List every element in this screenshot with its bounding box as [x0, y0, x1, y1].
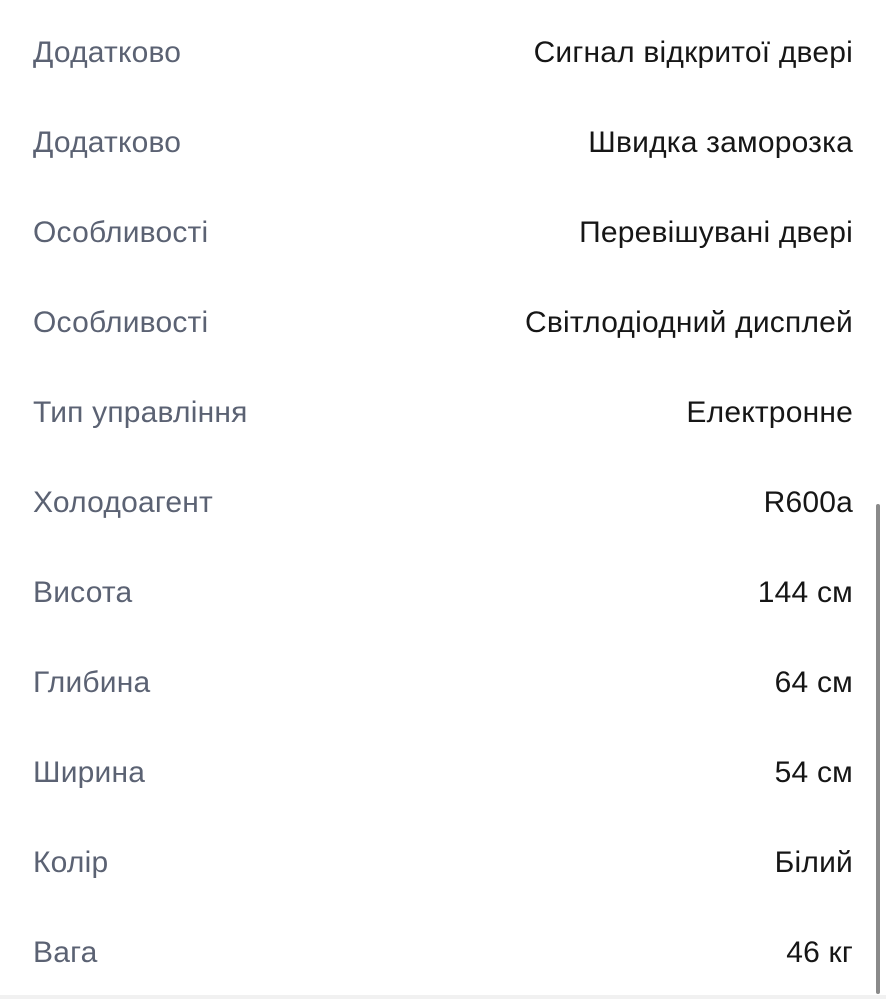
- spec-label: Особливості: [33, 216, 209, 249]
- spec-label: Вага: [33, 936, 98, 969]
- spec-value: Швидка заморозка: [588, 126, 853, 159]
- spec-row-color: [0, 818, 886, 908]
- spec-value: Перевішувані двері: [579, 216, 853, 249]
- spec-row-refrigerant: [0, 458, 886, 548]
- spec-label: Додатково: [33, 36, 182, 69]
- spec-label: Холодоагент: [33, 486, 213, 519]
- spec-value: Світлодіодний дисплей: [525, 306, 853, 339]
- spec-value: 46 кг: [786, 936, 853, 969]
- spec-value: 144 см: [757, 576, 853, 609]
- scrollbar-thumb[interactable]: [876, 504, 880, 994]
- spec-row-features-1: [0, 188, 886, 278]
- spec-value: R600a: [763, 486, 853, 519]
- spec-row-weight: [0, 908, 886, 998]
- spec-value: 64 см: [774, 666, 853, 699]
- spec-row-width: [0, 728, 886, 818]
- spec-row-control-type: [0, 368, 886, 458]
- spec-row-additional-2: [0, 98, 886, 188]
- spec-label: Особливості: [33, 306, 209, 339]
- spec-label: Додатково: [33, 126, 182, 159]
- spec-label: Колір: [33, 846, 109, 879]
- spec-value: 54 см: [774, 756, 853, 789]
- spec-label: Ширина: [33, 756, 146, 789]
- specifications-list: [0, 8, 886, 998]
- bottom-divider: [0, 995, 886, 999]
- spec-label: Глибина: [33, 666, 151, 699]
- spec-label: Висота: [33, 576, 133, 609]
- spec-row-height: [0, 548, 886, 638]
- spec-row-features-2: [0, 278, 886, 368]
- spec-value: Сигнал відкритої двері: [533, 36, 853, 69]
- spec-row-depth: [0, 638, 886, 728]
- spec-row-additional-1: [0, 8, 886, 98]
- spec-value: Білий: [774, 846, 853, 879]
- spec-label: Тип управління: [33, 396, 248, 429]
- scrollbar[interactable]: [876, 0, 880, 999]
- spec-value: Електронне: [686, 396, 853, 429]
